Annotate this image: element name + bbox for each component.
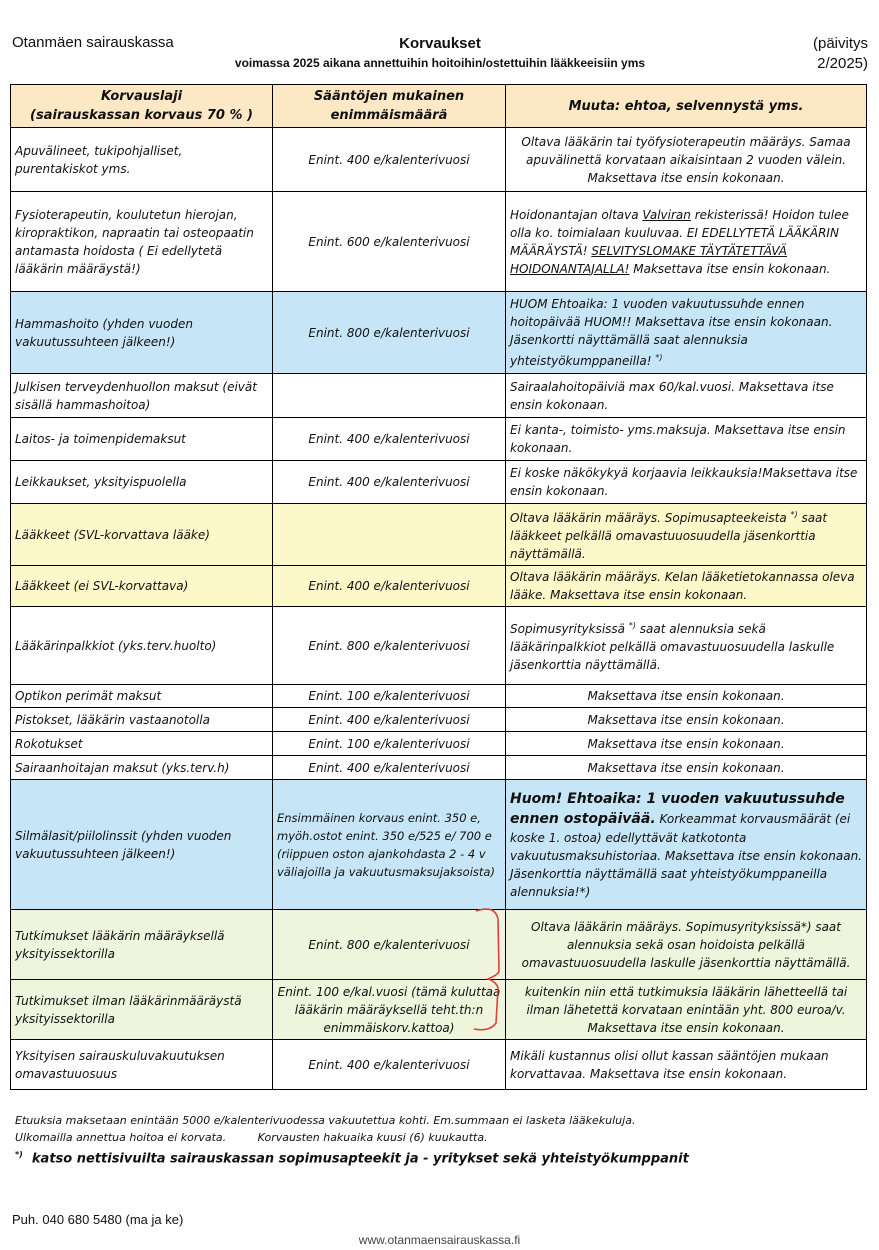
row-max: Enint. 100 e/kal.vuosi (tämä kuluttaa lääkärin määräyksellä teht.th:n enimmäiskorv.kattoa) bbox=[273, 980, 506, 1040]
table-row bbox=[11, 292, 867, 374]
row-max: Enint. 400 e/kalenterivuosi bbox=[273, 566, 506, 607]
column-header-type: Korvauslaji (sairauskassan korvaus 70 % ) bbox=[11, 85, 273, 128]
table-row bbox=[11, 1040, 867, 1090]
table-row bbox=[11, 566, 867, 607]
row-type: Optikon perimät maksut bbox=[11, 685, 273, 708]
row-max: Enint. 400 e/kalenterivuosi bbox=[273, 756, 506, 780]
row-note: HUOM Ehtoaika: 1 vuoden vakuutussuhde ennen hoitopäivää HUOM!! Maksettava itse ensin kokonaan. Jäsenkortti näyttämällä saat alennuksia yhteistyökumppaneilla! *) bbox=[506, 292, 867, 374]
row-type: Hammashoito (yhden vuoden vakuutussuhteen jälkeen!) bbox=[11, 292, 273, 374]
update-date bbox=[813, 34, 868, 74]
row-max: Enint. 100 e/kalenterivuosi bbox=[273, 685, 506, 708]
row-max: Enint. 800 e/kalenterivuosi bbox=[273, 910, 506, 980]
row-note: Ei kanta-, toimisto- yms.maksuja. Maksettava itse ensin kokonaan. bbox=[506, 418, 867, 461]
table-row bbox=[11, 128, 867, 192]
row-type: Silmälasit/piilolinssit (yhden vuoden vakuutussuhteen jälkeen!) bbox=[11, 780, 273, 910]
row-type: Apuvälineet, tukipohjalliset, purentakiskot yms. bbox=[11, 128, 273, 192]
row-type: Lääkkeet (SVL-korvattava lääke) bbox=[11, 504, 273, 566]
row-type: Yksityisen sairauskuluvakuutuksen omavastuuosuus bbox=[11, 1040, 273, 1090]
column-header-max: Sääntöjen mukainen enimmäismäärä bbox=[273, 85, 506, 128]
table-row bbox=[11, 732, 867, 756]
row-note: Maksettava itse ensin kokonaan. bbox=[506, 685, 867, 708]
row-max: Enint. 600 e/kalenterivuosi bbox=[273, 192, 506, 292]
valvira-link[interactable]: Valviran bbox=[642, 207, 691, 222]
update-label: (päivitys bbox=[812, 35, 868, 52]
footer-abroad-note: Ulkomailla annettua hoitoa ei korvata. bbox=[15, 1131, 227, 1144]
row-type: Fysioterapeutin, koulutetun hierojan, kiropraktikon, napraatin tai osteopaatin antamasta hoidosta ( Ei edellytetä lääkärin määräystä!) bbox=[11, 192, 273, 292]
table-row bbox=[11, 418, 867, 461]
organization-name: Otanmäen sairauskassa bbox=[12, 34, 174, 51]
table-header-row bbox=[11, 85, 867, 128]
table-row bbox=[11, 980, 867, 1040]
row-max: Ensimmäinen korvaus enint. 350 e, myöh.ostot enint. 350 e/525 e/ 700 e (riippuen oston ajankohdasta 2 - 4 v väliajoilla ja vakuutusmaksujaksoista) bbox=[273, 780, 506, 910]
table-row bbox=[11, 374, 867, 418]
row-note: Oltava lääkärin määräys. Kelan lääketietokannassa oleva lääke. Maksettava itse ensin kokonaan. bbox=[506, 566, 867, 607]
table-row bbox=[11, 910, 867, 980]
row-note: Mikäli kustannus olisi ollut kassan sääntöjen mukaan korvattavaa. Maksettava itse ensin kokonaan. bbox=[506, 1040, 867, 1090]
table-row bbox=[11, 780, 867, 910]
footer-partner-note: *) katso nettisivuilta sairauskassan sopimusapteekit ja - yritykset sekä yhteistyökumppanit bbox=[15, 1150, 689, 1167]
row-note: Maksettava itse ensin kokonaan. bbox=[506, 756, 867, 780]
row-note: Oltava lääkärin tai työfysioterapeutin määräys. Samaa apuvälinettä korvataan aikaisintaan 2 vuoden välein. Maksettava itse ensin kokonaan. bbox=[506, 128, 867, 192]
website-url[interactable]: www.otanmaensairauskassa.fi bbox=[358, 1233, 521, 1247]
footer-deadline-note: Korvausten hakuaika kuusi (6) kuukautta. bbox=[257, 1131, 488, 1144]
row-type: Leikkaukset, yksityispuolella bbox=[11, 461, 273, 504]
row-max: Enint. 400 e/kalenterivuosi bbox=[273, 418, 506, 461]
row-type: Rokotukset bbox=[11, 732, 273, 756]
table-row bbox=[11, 504, 867, 566]
row-note: Sairaalahoitopäiviä max 60/kal.vuosi. Maksettava itse ensin kokonaan. bbox=[506, 374, 867, 418]
footer-line2 bbox=[15, 1131, 488, 1144]
row-note: Ei koske näkökykyä korjaavia leikkauksia!Maksettava itse ensin kokonaan. bbox=[506, 461, 867, 504]
row-note: kuitenkin niin että tutkimuksia lääkärin lähetteellä tai ilman lähetettä korvataan enintään yht. 800 euroa/v. Maksettava itse ensin kokonaan. bbox=[506, 980, 867, 1040]
row-max: Enint. 800 e/kalenterivuosi bbox=[273, 292, 506, 374]
contact-phone: Puh. 040 680 5480 (ma ja ke) bbox=[12, 1212, 184, 1227]
row-note: Huom! Ehtoaika: 1 vuoden vakuutussuhde ennen ostopäivää. Korkeammat korvausmäärät (ei koske 1. ostoa) edellyttävät katkotonta vakuutusmaksuhistoriaa. Maksettava itse ensin kokonaan. Jäsenkorttia näyttämällä saat yhteistyökumppaneilla alennuksia!*) bbox=[506, 780, 867, 910]
row-max: Enint. 400 e/kalenterivuosi bbox=[273, 1040, 506, 1090]
row-max bbox=[273, 374, 506, 418]
footer-limit-note: Etuuksia maksetaan enintään 5000 e/kalenterivuodessa vakuutettua kohti. Em.summaan ei lasketa lääkekuluja. bbox=[15, 1114, 636, 1127]
row-max: Enint. 400 e/kalenterivuosi bbox=[273, 708, 506, 732]
row-note: Oltava lääkärin määräys. Sopimusyrityksissä*) saat alennuksia sekä osan hoidoista pelkällä omavastuuosuudella laskulle jäsenkorttia näyttämällä. bbox=[506, 910, 867, 980]
row-note: Maksettava itse ensin kokonaan. bbox=[506, 732, 867, 756]
row-type: Lääkkeet (ei SVL-korvattava) bbox=[11, 566, 273, 607]
row-note: Sopimusyrityksissä *) saat alennuksia sekä lääkärinpalkkiot pelkällä omavastuuosuudella laskulle jäsenkorttia näyttämällä. bbox=[506, 607, 867, 685]
row-type: Julkisen terveydenhuollon maksut (eivät sisällä hammashoitoa) bbox=[11, 374, 273, 418]
row-type: Tutkimukset ilman lääkärinmääräystä yksityissektorilla bbox=[11, 980, 273, 1040]
row-note: Oltava lääkärin määräys. Sopimusapteekeista *) saat lääkkeet pelkällä omavastuuosuudella jäsenkorttia näyttämällä. bbox=[506, 504, 867, 566]
compensation-table bbox=[10, 84, 867, 1090]
row-type: Pistokset, lääkärin vastaanotolla bbox=[11, 708, 273, 732]
table-row bbox=[11, 192, 867, 292]
document-header bbox=[190, 35, 690, 70]
bracket-annotation bbox=[472, 905, 512, 1035]
row-max: Enint. 400 e/kalenterivuosi bbox=[273, 128, 506, 192]
table-row bbox=[11, 685, 867, 708]
row-note: Maksettava itse ensin kokonaan. bbox=[506, 708, 867, 732]
document-title: Korvaukset bbox=[399, 35, 481, 52]
table-row bbox=[11, 607, 867, 685]
document-subtitle: voimassa 2025 aikana annettuihin hoitoihin/ostettuihin lääkkeeisiin yms bbox=[234, 56, 646, 70]
table-row bbox=[11, 461, 867, 504]
row-type: Tutkimukset lääkärin määräyksellä yksityissektorilla bbox=[11, 910, 273, 980]
row-type: Laitos- ja toimenpidemaksut bbox=[11, 418, 273, 461]
table-row bbox=[11, 756, 867, 780]
update-value: 2/2025) bbox=[817, 55, 868, 72]
column-header-notes: Muuta: ehtoa, selvennystä yms. bbox=[506, 85, 867, 128]
row-max: Enint. 800 e/kalenterivuosi bbox=[273, 607, 506, 685]
bracket-line bbox=[474, 909, 499, 1030]
row-max bbox=[273, 504, 506, 566]
row-type: Sairaanhoitajan maksut (yks.terv.h) bbox=[11, 756, 273, 780]
row-max: Enint. 400 e/kalenterivuosi bbox=[273, 461, 506, 504]
form-link[interactable]: SELVITYSLOMAKE TÄYTÄTETTÄVÄ HOIDONANTAJALLA! bbox=[510, 243, 787, 276]
row-note: Hoidonantajan oltava Valviran rekisterissä! Hoidon tulee olla ko. toimialaan kuuluvaa. EI EDELLYTETÄ LÄÄKÄRIN MÄÄRÄYSTÄ! SELVITYSLOMAKE TÄYTÄTETTÄVÄ HOIDONANTAJALLA! Maksettava itse ensin kokonaan. bbox=[506, 192, 867, 292]
row-max: Enint. 100 e/kalenterivuosi bbox=[273, 732, 506, 756]
row-type: Lääkärinpalkkiot (yks.terv.huolto) bbox=[11, 607, 273, 685]
table-row bbox=[11, 708, 867, 732]
